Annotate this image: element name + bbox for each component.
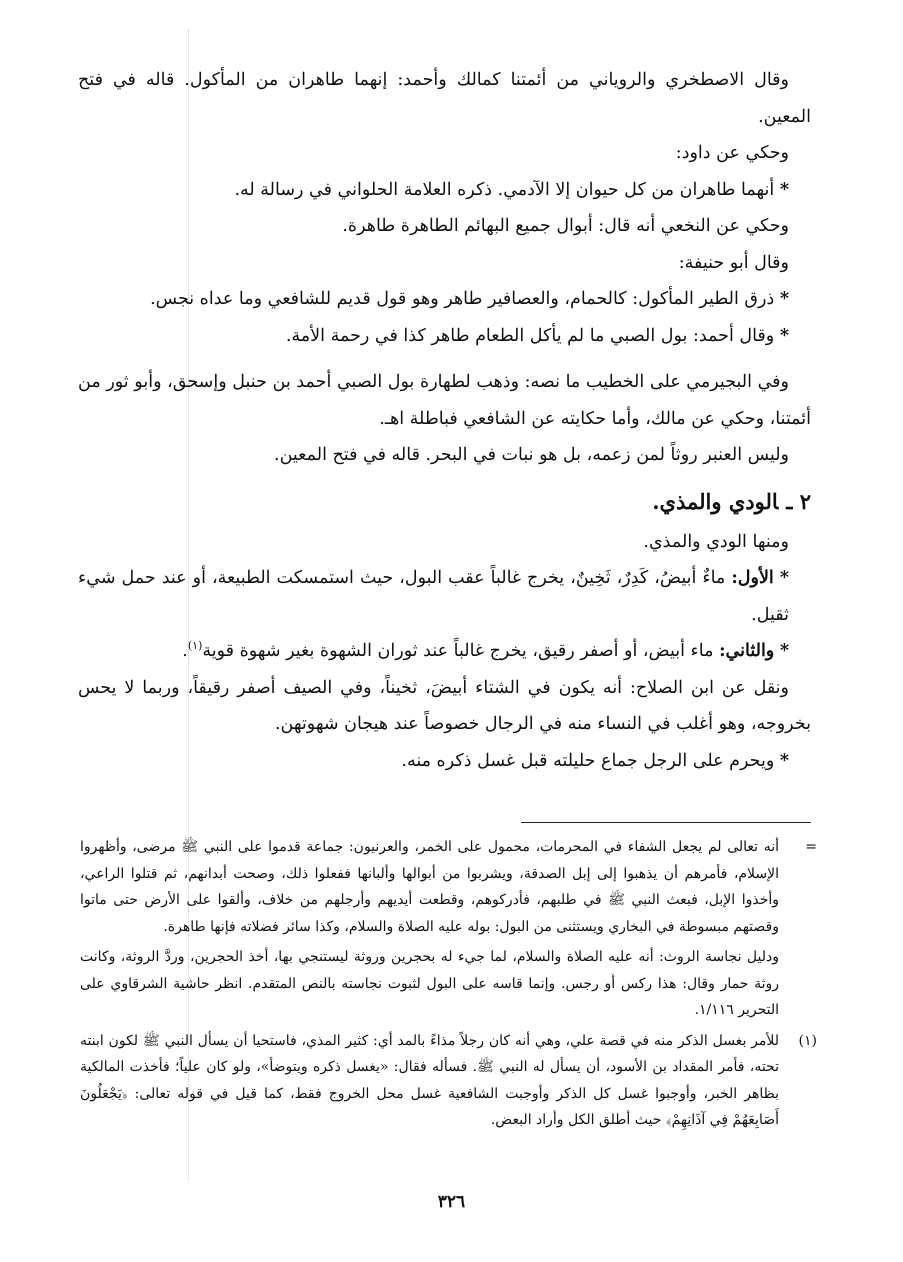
section-number: ٢ ـ bbox=[786, 488, 811, 514]
star-bullet: * bbox=[779, 325, 789, 346]
paragraph: وليس العنبر روثاً لمن زعمه، بل هو نبات في البحر. قاله في فتح المعين. bbox=[274, 445, 789, 465]
star-bullet: * bbox=[779, 641, 789, 661]
paragraph: وحكي عن النخعي أنه قال: أبوال جميع البهائم الطاهرة طاهرة. bbox=[342, 216, 789, 236]
footnote: = أنه تعالى لم يجعل الشفاء في المحرمات، محمول على الخمر، والعرنيون: جماعة قدموا على النبي ﷺ مرضى، وأظهروا الإسلام، فأمرهم أن يذهبوا إلى إبل الصدقة، ويشربوا من أبوالها وألبانها ففعلوا ذلك، وصحت أبدانهم، ثم قتلوا الراعي، وأخذوا الإبل، فبعث النبي ﷺ في طلبهم، فأدركوهم، وقطعت أيديهم وأرجلهم من خلاف، وألقوا على الأرض حتى ماتوا وقصتهم مبسوطة في البخاري ويستثنى من البول: بوله عليه الصلاة والسلام، وكذا سائر فضلاته فإنها طاهرة. bbox=[80, 834, 817, 940]
footnote-marker: = bbox=[805, 839, 817, 855]
paragraph: وقال الاصطخري والروياني من أئمتنا كمالك وأحمد: إنهما طاهران من المأكول. قاله في فتح المعين. bbox=[78, 70, 811, 127]
bullet-paragraph: * والثاني: ماء أبيض، أو أصفر رقيق، يخرج غالباً عند ثوران الشهوة بغير شهوة قوية$^{(١)}$. bbox=[182, 639, 789, 661]
paragraph: ونقل عن ابن الصلاح: أنه يكون في الشتاء أبيضَ، ثخيناً، وفي الصيف أصفر رقيقاً، وربما لا يحس بخروجه، وهو أغلب في النساء منه في الرجال خصوصاً عند هيجان شهوتهن. bbox=[78, 677, 811, 734]
term-label: والثاني: bbox=[719, 641, 775, 661]
star-bullet: * bbox=[779, 179, 789, 200]
paragraph: ومنها الودي والمذي. bbox=[643, 531, 789, 552]
footnote: ودليل نجاسة الروث: أنه عليه الصلاة والسلام، لما جيء له بحجرين وروثة ليستنجي بها، أخذ الحجرين، وردَّ الروثة، وكانت روثة حمار وقال: هذا ركس أو رجس. وإنما قاسه على البول لثبوت نجاسته بالنص المتقدم. انظر حاشية الشرقاوي على التحرير ١/١١٦. bbox=[80, 949, 779, 1018]
main-text bbox=[78, 62, 811, 779]
star-bullet: * bbox=[779, 568, 789, 588]
paragraph: وفي البجيرمي على الخطيب ما نصه: وذهب لطهارة بول الصبي أحمد بن حنبل وإسحق، وأبو ثور من أئمتنا، وحكي عن مالك، وأما حكايته عن الشافعي فباطلة اهـ. bbox=[78, 372, 811, 429]
section-heading bbox=[78, 482, 811, 522]
page-number: ٣٢٦ bbox=[437, 1192, 466, 1212]
term-label: الأول: bbox=[731, 568, 774, 588]
footnotes bbox=[80, 834, 817, 1138]
footnote: (١) للأمر بغسل الذكر منه في قصة علي، وهي أنه كان رجلاً مذاءً بالمد أي: كثير المذي، فاستحيا أن يسأل النبي ﷺ لكون ابنته تحته، فأمر المقداد بن الأسود، أن يسأل له النبي ﷺ. فسأله فقال: «يغسل ذكره ويتوضأ»، ولو كان علياً؛ فأخذت المالكية بظاهر الخبر، وأوجبوا غسل كل الذكر وأوجبت الشافعية غسل محل الخروج فقط، كما قيل في قوله تعالى: ﴿يَجْعَلُونَ أَصَابِعَهُمْ فِي آذَانِهِمْ﴾ حيث أطلق الكل وأراد البعض. bbox=[80, 1028, 817, 1134]
bullet-paragraph: * وقال أحمد: بول الصبي ما لم يأكل الطعام طاهر كذا في رحمة الأمة. bbox=[285, 325, 789, 346]
bullet-paragraph: * أنهما طاهران من كل حيوان إلا الآدمي. ذكره العلامة الحلواني في رسالة له. bbox=[234, 179, 789, 200]
footnote-reference[interactable]: (١) bbox=[187, 639, 203, 653]
bullet-paragraph: * الأول: ماءٌ أبيضُ، كَدِرٌ، ثَخِينٌ، يخرج غالباً عقب البول، حيث استمسكت الطبيعة، أو عند حمل شيء ثقيل. bbox=[78, 568, 789, 625]
star-bullet: * bbox=[779, 289, 789, 309]
bullet-paragraph: * ويحرم على الرجل جماع حليلته قبل غسل ذكره منه. bbox=[401, 750, 789, 771]
section-title: الودي والمذي. bbox=[652, 488, 779, 514]
star-bullet: * bbox=[779, 750, 789, 771]
bullet-paragraph: * ذرق الطير المأكول: كالحمام، والعصافير طاهر وهو قول قديم للشافعي وما عداه نجس. bbox=[150, 289, 789, 309]
paragraph: وحكي عن داود: bbox=[675, 143, 789, 163]
footnote-marker: (١) bbox=[798, 1032, 817, 1049]
paragraph: وقال أبو حنيفة: bbox=[678, 252, 789, 273]
footnote-separator bbox=[521, 822, 811, 823]
